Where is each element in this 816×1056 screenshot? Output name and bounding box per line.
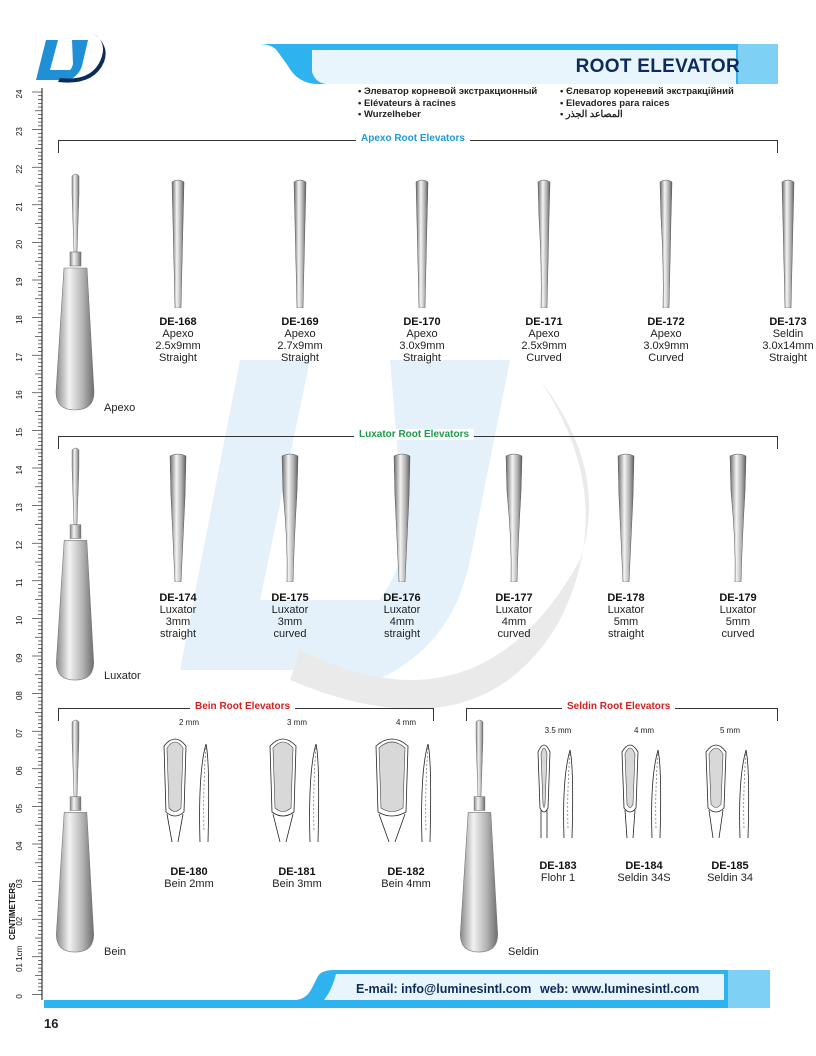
seldin-dimension-label: 5 mm: [720, 726, 740, 735]
product-code: DE-174: [159, 592, 197, 604]
product-spec: Apexo: [406, 328, 438, 340]
bein-tip-drawing: [158, 732, 220, 842]
apexo-section-title: Apexo Root Elevators: [356, 133, 470, 144]
luxator-item-caption: [245, 592, 335, 640]
page-title: ROOT ELEVATOR: [575, 56, 740, 77]
product-code: DE-168: [159, 316, 197, 328]
product-spec: 5mm: [725, 616, 751, 628]
product-spec: Seldin 34: [707, 872, 753, 884]
bein-tip-drawing: [264, 732, 330, 842]
luxator-item-caption: [581, 592, 671, 640]
seldin-tip-drawing: [532, 738, 584, 838]
bein-dimension-label: 4 mm: [396, 718, 416, 727]
product-spec: Straight: [403, 352, 441, 364]
bein-item-caption: [252, 866, 342, 890]
bein-section-title: Bein Root Elevators: [190, 701, 295, 712]
bein-tip-drawing: [370, 732, 442, 842]
product-code: DE-170: [403, 316, 441, 328]
product-spec: 2.5x9mm: [155, 340, 201, 352]
seldin-tip-drawing: [700, 738, 760, 838]
apexo-item-caption: [743, 316, 816, 364]
footer-email[interactable]: E-mail: info@luminesintl.com: [356, 982, 532, 996]
ruler-label: 24: [15, 89, 24, 99]
name-fr: • Elévateurs à racines: [358, 98, 537, 110]
product-spec: Apexo: [528, 328, 560, 340]
apexo-tip-image: [163, 178, 193, 313]
ruler-label: 16: [15, 390, 24, 400]
seldin-dimension-label: 4 mm: [634, 726, 654, 735]
ruler-label: 12: [15, 540, 24, 550]
product-spec: 4mm: [501, 616, 527, 628]
apexo-item-caption: [377, 316, 467, 364]
product-code: DE-183: [539, 860, 577, 872]
ruler-label: 0: [15, 994, 24, 999]
product-spec: Curved: [526, 352, 562, 364]
seldin-item-caption: [685, 860, 775, 884]
ruler-label: 20: [15, 239, 24, 249]
bein-dimension-label: 2 mm: [179, 718, 199, 727]
luxator-tip-image: [723, 452, 753, 587]
product-spec: 3mm: [165, 616, 191, 628]
luxator-handle-label: Luxator: [104, 670, 141, 682]
ruler-caption: CENTIMETERS: [8, 882, 17, 940]
luxator-tip-image: [611, 452, 641, 587]
ruler-label: 23: [15, 127, 24, 137]
product-spec: Seldin: [772, 328, 804, 340]
ruler-label: 06: [15, 766, 24, 776]
luxator-item-caption: [133, 592, 223, 640]
seldin-dimension-label: 3.5 mm: [544, 726, 572, 735]
company-logo: [36, 32, 108, 84]
ruler-label: 15: [15, 427, 24, 437]
product-code: DE-179: [719, 592, 757, 604]
multilingual-names-right: [560, 86, 734, 121]
product-code: DE-184: [625, 860, 663, 872]
apexo-item-caption: [499, 316, 589, 364]
product-spec: 2.5x9mm: [521, 340, 567, 352]
product-code: DE-181: [278, 866, 316, 878]
seldin-handle-image: [456, 718, 502, 956]
centimeter-ruler: [14, 88, 44, 1000]
luxator-tip-image: [499, 452, 529, 587]
product-spec: Apexo: [162, 328, 194, 340]
product-spec: 3.0x9mm: [643, 340, 689, 352]
product-code: DE-176: [383, 592, 421, 604]
ruler-label: 22: [15, 164, 24, 174]
product-spec: 4mm: [389, 616, 415, 628]
product-spec: 5mm: [613, 616, 639, 628]
luxator-item-caption: [693, 592, 783, 640]
apexo-item-caption: [133, 316, 223, 364]
luxator-handle-image: [52, 446, 98, 684]
product-code: DE-185: [711, 860, 749, 872]
apexo-tip-image: [529, 178, 559, 313]
product-spec: curved: [273, 628, 307, 640]
ruler-label: 18: [15, 315, 24, 325]
ruler-label: 19: [15, 277, 24, 287]
apexo-item-caption: [621, 316, 711, 364]
product-spec: straight: [383, 628, 421, 640]
product-spec: 3.0x14mm: [762, 340, 814, 352]
product-spec: Luxator: [383, 604, 421, 616]
product-code: DE-172: [647, 316, 685, 328]
name-uk: • Єлеватор кореневий экстракційний: [560, 86, 734, 98]
ruler-label: 04: [15, 841, 24, 851]
bein-dimension-label: 3 mm: [287, 718, 307, 727]
bein-handle-image: [52, 718, 98, 956]
ruler-label: 08: [15, 691, 24, 701]
product-spec: curved: [721, 628, 755, 640]
product-code: DE-175: [271, 592, 309, 604]
ruler-label: 07: [15, 728, 24, 738]
name-ru: • Элеватор корневой экстракционный: [358, 86, 537, 98]
product-spec: Straight: [159, 352, 197, 364]
seldin-item-caption: [513, 860, 603, 884]
product-spec: straight: [159, 628, 197, 640]
ruler-label: 10: [15, 615, 24, 625]
luxator-item-caption: [469, 592, 559, 640]
product-spec: 3.0x9mm: [399, 340, 445, 352]
name-ar: • المصاعد الجذر: [560, 109, 734, 121]
product-code: DE-177: [495, 592, 533, 604]
bein-handle-label: Bein: [104, 946, 127, 958]
seldin-handle-label: Seldin: [508, 946, 539, 958]
apexo-tip-image: [773, 178, 803, 313]
luxator-tip-image: [163, 452, 193, 587]
product-code: DE-178: [607, 592, 645, 604]
product-spec: Apexo: [284, 328, 316, 340]
ruler-label: 01 1cm: [15, 945, 24, 972]
ruler-label: 02: [15, 916, 24, 926]
product-spec: Luxator: [271, 604, 309, 616]
product-spec: Luxator: [159, 604, 197, 616]
name-de: • Wurzelheber: [358, 109, 537, 121]
apexo-handle-label: Apexo: [104, 402, 136, 414]
apexo-tip-image: [407, 178, 437, 313]
multilingual-names-left: [358, 86, 537, 121]
product-spec: 2.7x9mm: [277, 340, 323, 352]
name-es: • Elevadores para raices: [560, 98, 734, 110]
product-spec: Flohr 1: [540, 872, 576, 884]
bein-item-caption: [361, 866, 451, 890]
product-spec: straight: [607, 628, 645, 640]
ruler-label: 13: [15, 503, 24, 513]
product-spec: Luxator: [607, 604, 645, 616]
product-spec: Luxator: [719, 604, 757, 616]
page-number: 16: [44, 1016, 59, 1031]
product-spec: Bein 2mm: [164, 878, 214, 890]
seldin-item-caption: [599, 860, 689, 884]
ruler-label: 14: [15, 465, 24, 475]
ruler-label: 05: [15, 803, 24, 813]
product-spec: Straight: [281, 352, 319, 364]
apexo-handle-image: [52, 172, 98, 414]
ruler-label: 03: [15, 879, 24, 889]
product-spec: Bein 3mm: [272, 878, 322, 890]
apexo-tip-image: [285, 178, 315, 313]
ruler-label: 21: [15, 202, 24, 212]
product-code: DE-171: [525, 316, 563, 328]
product-spec: Straight: [769, 352, 807, 364]
luxator-item-caption: [357, 592, 447, 640]
apexo-tip-image: [651, 178, 681, 313]
product-spec: 3mm: [277, 616, 303, 628]
seldin-section-title: Seldin Root Elevators: [562, 701, 675, 712]
product-spec: Apexo: [650, 328, 682, 340]
footer-website[interactable]: web: www.luminesintl.com: [540, 982, 700, 996]
product-spec: Curved: [648, 352, 684, 364]
product-spec: Bein 4mm: [381, 878, 431, 890]
seldin-tip-drawing: [616, 738, 672, 838]
product-code: DE-173: [769, 316, 807, 328]
luxator-tip-image: [387, 452, 417, 587]
product-spec: curved: [497, 628, 531, 640]
apexo-item-caption: [255, 316, 345, 364]
product-code: DE-169: [281, 316, 319, 328]
luxator-tip-image: [275, 452, 305, 587]
ruler-label: 17: [15, 352, 24, 362]
ruler-label: 09: [15, 653, 24, 663]
product-spec: Seldin 34S: [617, 872, 671, 884]
product-code: DE-180: [170, 866, 208, 878]
luxator-section-title: Luxator Root Elevators: [354, 429, 474, 440]
product-code: DE-182: [387, 866, 425, 878]
bein-item-caption: [144, 866, 234, 890]
product-spec: Luxator: [495, 604, 533, 616]
ruler-label: 11: [15, 578, 24, 587]
